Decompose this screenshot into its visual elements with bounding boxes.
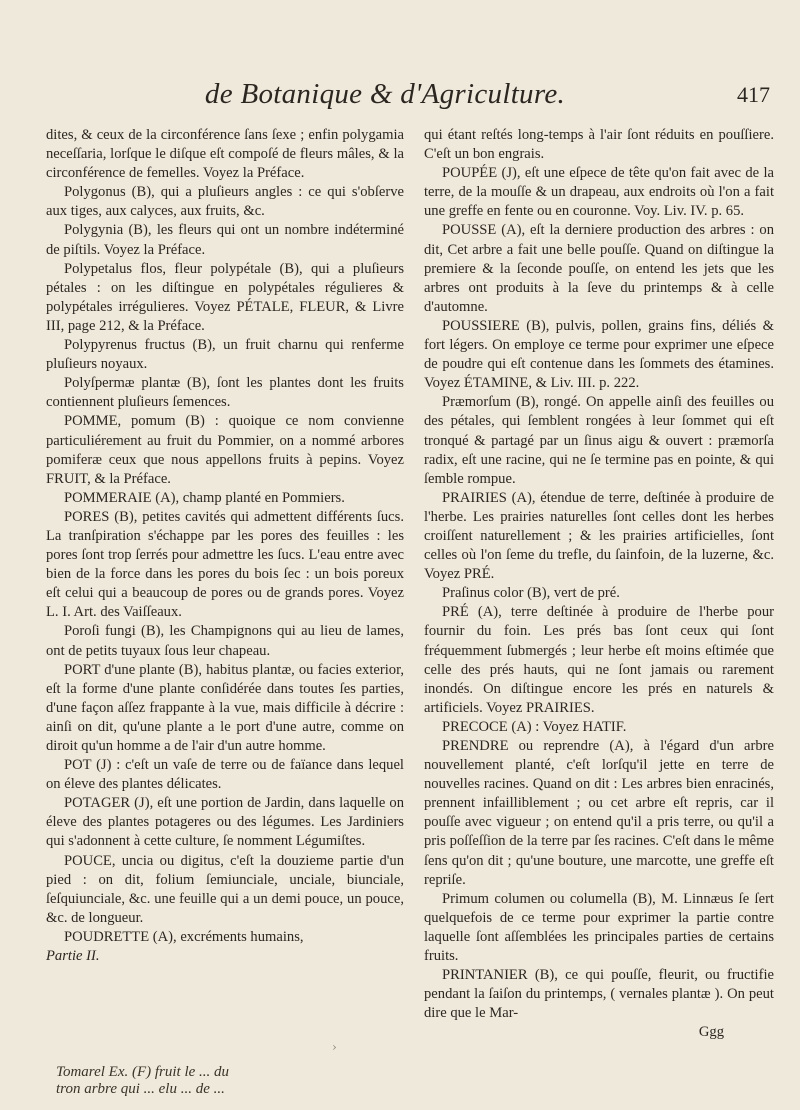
dictionary-entry: Polypetalus flos, fleur polypétale (B), qui a pluſieurs pétales : on les diſtingue en polypétales régulieres & polypétales irrégulieres. Voyez PÉTALE, FLEUR, & Livre III, page 212, & la Préface. xyxy=(46,260,404,334)
dictionary-entry: PORT d'une plante (B), habitus plantæ, ou facies exterior, eſt la forme d'une plante conſidérée dans toutes ſes parties, d'une façon aſſez frappante à la vue, mais difficile à décrire : ainſi on dit, qu'une plante a le port d'une autre, comme on diroit qu'un homme a de l'air d'un autre homme. xyxy=(46,661,404,754)
handwritten-line: tron arbre qui ... elu ... de ... xyxy=(56,1081,225,1097)
dictionary-entry: Partie II. xyxy=(46,948,100,965)
dictionary-entry: POMME, pomum (B) : quoique ce nom convienne particuliérement au fruit du Pommier, on a nommé arbores pomiferæ ceux que nous appellons fruits à pepins. Voyez FRUIT, & la Préface. xyxy=(46,413,404,487)
page-number: 417 xyxy=(737,82,770,107)
dictionary-entry: Præmorſum (B), rongé. On appelle ainſi des feuilles ou des pétales, qui ſemblent rongées à leur ſommet qui eſt tronqué & partagé par un ſinus aigu & ouvert : præmorſa radix, eſt une racine, qui ne ſe termine pas en pointe, & qui ſemble rompue. xyxy=(424,394,774,487)
handwritten-note xyxy=(56,1064,616,1098)
dictionary-entry: PRECOCE (A) : Voyez HATIF. xyxy=(442,718,627,735)
right-column xyxy=(424,126,774,1043)
dictionary-entry: PRINTANIER (B), ce qui pouſſe, fleurit, ou fructifie pendant la ſaiſon du printemps, ( vernales plantæ ). On peut dire que le Mar- xyxy=(424,967,774,1022)
dictionary-entry: Poroſi fungi (B), les Champignons qui au lieu de lames, ont de petits tuyaux ſous leur chapeau. xyxy=(46,623,404,659)
dictionary-entry: POUDRETTE (A), excréments humains, xyxy=(64,928,304,945)
dictionary-entry: PRENDRE ou reprendre (A), à l'égard d'un arbre nouvellement planté, c'eſt lorſqu'il jette en terre de nouvelles racines. Quand on dit : Les arbres bien enracinés, prennent infailliblement ; ou cet arbre eſt repris, car il pouſſe avec vigueur ; on entend qu'il a pris terre, ou qu'il a pris poſſeſſion de la terre par ſes racines. C'eſt dans le même ſens qu'on dit ; qu'une bouture, une marcotte, une greffe eſt repriſe. xyxy=(424,738,774,888)
dictionary-entry: Polyſpermæ plantæ (B), ſont les plantes dont les fruits contiennent pluſieurs ſemences. xyxy=(46,375,404,411)
dictionary-entry: PORES (B), petites cavités qui admettent différents ſucs. La tranſpiration s'échappe par les pores des feuilles : les pores ſont trop ſerrés pour admettre les ſucs. L'eau entre avec bien de la force dans les pores du bois ſec : un bois poreux eſt celui qui a beaucoup de pores ou de grands pores. Voyez L. I. Art. des Vaiſſeaux. xyxy=(46,508,404,621)
handwritten-line: Tomarel Ex. (F) fruit le ... du xyxy=(56,1064,230,1080)
dictionary-entry: POMMERAIE (A), champ planté en Pommiers. xyxy=(64,489,345,506)
dictionary-entry: dites, & ceux de la circonférence ſans ſexe ; enfin polygamia neceſſaria, lorſque le diſque eſt compoſé de fleurs mâles, & la circonférence de femelles. Voyez la Préface. xyxy=(46,127,404,182)
dictionary-entry: Praſinus color (B), vert de pré. xyxy=(442,585,620,602)
dictionary-entry: Ggg xyxy=(698,1024,724,1041)
dictionary-entry: POTAGER (J), eſt une portion de Jardin, dans laquelle on éleve des plantes potageres ou des légumes. Les Jardiniers qui s'adonnent à cette culture, ſe nomment Légumiſtes. xyxy=(46,795,404,850)
dictionary-entry: PRAIRIES (A), étendue de terre, deſtinée à produire de l'herbe. Les prairies naturelles ſont celles dont les herbes croiſſent naturellement ; & les prairies artificielles, ſont celles où l'on ſeme du trefle, du ſainfoin, de la luzerne, &c. Voyez PRÉ. xyxy=(424,489,774,583)
running-header xyxy=(0,74,800,118)
dictionary-entry: PRÉ (A), terre deſtinée à produire de l'herbe pour fournir du foin. Les prés bas ſont ceux qui ſont fréquemment ſubmergés ; leur herbe eſt moins eſtimée que celle des prés hauts, qui ne ſont jamais ou rarement inondés. On diſtingue encore les prés en naturels & artificiels. Voyez PRAIRIES. xyxy=(424,604,774,716)
dictionary-entry: qui étant reſtés long-temps à l'air ſont réduits en pouſſiere. C'eſt un bon engrais. xyxy=(424,127,774,163)
dictionary-entry: POUSSIERE (B), pulvis, pollen, grains fins, déliés & fort légers. On employe ce terme pour exprimer une eſpece de poudre qui eſt contenue dans les ſommets des étamines. Voyez ÉTAMINE, & Liv. III. p. 222. xyxy=(424,317,774,392)
dictionary-entry: Polygonus (B), qui a pluſieurs angles : ce qui s'obſerve aux tiges, aux calyces, aux fruits, &c. xyxy=(46,184,404,220)
dictionary-entry: POUCE, uncia ou digitus, c'eſt la douzieme partie d'un pied : on dit, folium ſemiunciale, unciale, biunciale, ſeſquiunciale, &c. une feuille qui a un demi pouce, un pouce, &c. de longueur. xyxy=(46,852,404,926)
dictionary-entry: POUSSE (A), eſt la derniere production des arbres : on dit, Cet arbre a fait une belle pouſſe. Quand on diſtingue la premiere & la ſeconde pouſſe, on entend les jets que les arbres ont produits à la ſeve du printemps & à celle d'automne. xyxy=(424,222,774,315)
dictionary-entry: Polygynia (B), les fleurs qui ont un nombre indéterminé de piſtils. Voyez la Préface. xyxy=(46,222,404,258)
dictionary-entry: Polypyrenus fructus (B), un fruit charnu qui renferme pluſieurs noyaux. xyxy=(46,337,404,373)
margin-mark: › xyxy=(332,1040,337,1054)
dictionary-entry: POUPÉE (J), eſt une eſpece de tête qu'on fait avec de la terre, de la mouſſe & un drapeau, aux endroits où l'on a fait une greffe en fente ou en couronne. Voy. Liv. IV. p. 65. xyxy=(424,165,774,220)
dictionary-entry: Primum columen ou columella (B), M. Linnæus ſe ſert quelquefois de ce terme pour exprimer la partie contre laquelle ſont aſſemblées les principales parties de certains fruits. xyxy=(424,890,774,965)
left-column xyxy=(46,126,404,966)
dictionary-entry: POT (J) : c'eſt un vaſe de terre ou de faïance dans lequel on éleve des plantes délicates. xyxy=(46,757,404,793)
running-title: de Botanique & d'Agriculture. xyxy=(204,78,566,110)
